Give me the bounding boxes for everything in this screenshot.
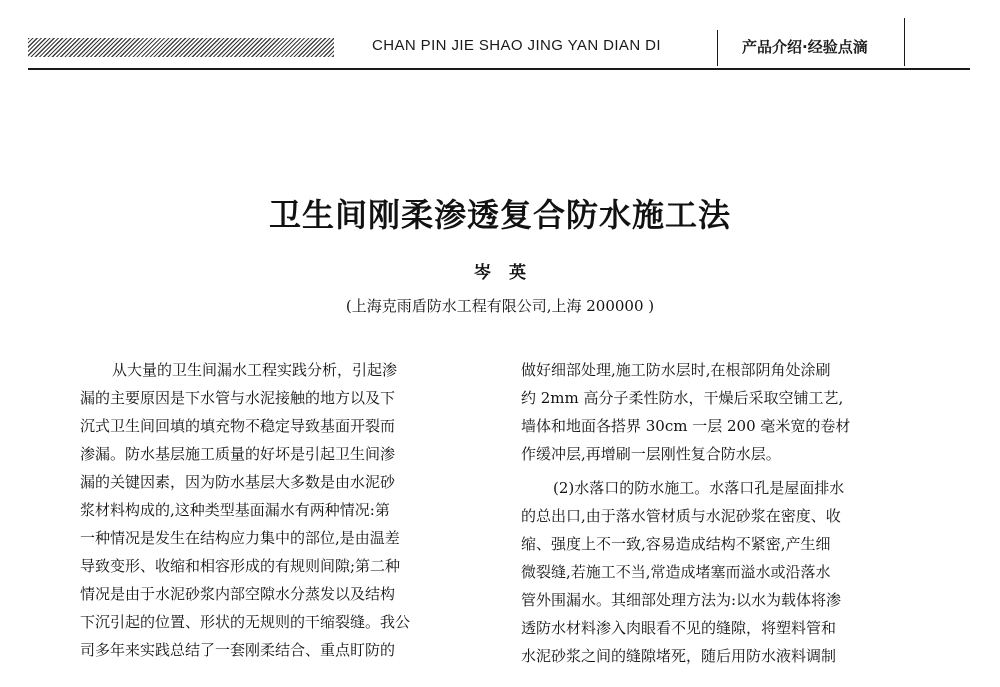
article-author: 岑英 — [474, 263, 544, 283]
body-line: 做好细部处理,施工防水层时,在根部阴角处涂刷 — [521, 361, 831, 379]
header-divider — [717, 30, 718, 66]
body-line: 漏的关键因素，因为防水基层大多数是由水泥砂 — [80, 473, 396, 491]
body-line: 浆材料构成的,这种类型基面漏水有两种情况:第 — [80, 501, 390, 519]
body-column-left — [80, 356, 480, 664]
body-line: 墙体和地面各搭界 30cm 一层 200 毫米宽的卷材 — [521, 417, 851, 435]
header-divider-right — [904, 18, 905, 66]
body-line: 微裂缝,若施工不当,常造成堵塞而溢水或沿落水 — [521, 563, 831, 581]
body-line: 的总出口,由于落水管材质与水泥砂浆在密度、收 — [521, 507, 841, 525]
body-line: 管外围漏水。其细部处理方法为:以水为载体将渗 — [521, 591, 842, 609]
body-line: 一种情况是发生在结构应力集中的部位,是由温差 — [80, 529, 400, 547]
body-line: 约 2mm 高分子柔性防水，干燥后采取空铺工艺, — [521, 389, 844, 407]
section-label: 产品介绍·经验点滴 — [742, 38, 868, 56]
body-line: 渗漏。防水基层施工质量的好坏是引起卫生间渗 — [80, 445, 396, 463]
body-line: 透防水材料渗入肉眼看不见的缝隙，将塑料管和 — [521, 619, 837, 637]
body-line: 缩、强度上不一致,容易造成结构不紧密,产生细 — [521, 535, 831, 553]
body-line: 下沉引起的位置、形状的无规则的干缩裂缝。我公 — [80, 613, 411, 631]
body-column-right — [521, 356, 921, 670]
article-affiliation: (上海克雨盾防水工程有限公司,上海 200000 ) — [345, 297, 655, 315]
body-line: 作缓冲层,再增刷一层刚性复合防水层。 — [521, 445, 781, 463]
body-line: 漏的主要原因是下水管与水泥接触的地方以及下 — [80, 389, 396, 407]
article-title: 卫生间刚柔渗透复合防水施工法 — [268, 196, 731, 234]
running-title-en: CHAN PIN JIE SHAO JING YAN DIAN DI — [372, 37, 661, 54]
body-line: 水泥砂浆之间的缝隙堵死，随后用防水液料调制 — [521, 647, 837, 665]
body-line: 司多年来实践总结了一套刚柔结合、重点盯防的 — [80, 641, 396, 659]
header-rule — [28, 68, 970, 70]
header-hatch-bar — [28, 38, 334, 57]
body-line: 从大量的卫生间漏水工程实践分析，引起渗 — [112, 361, 398, 379]
body-line: (2)水落口的防水施工。水落口孔是屋面排水 — [553, 479, 845, 497]
body-line: 情况是由于水泥砂浆内部空隙水分蒸发以及结构 — [80, 585, 396, 603]
body-line: 沉式卫生间回填的填充物不稳定导致基面开裂而 — [80, 417, 396, 435]
body-line: 导致变形、收缩和相容形成的有规则间隙;第二种 — [80, 557, 401, 575]
